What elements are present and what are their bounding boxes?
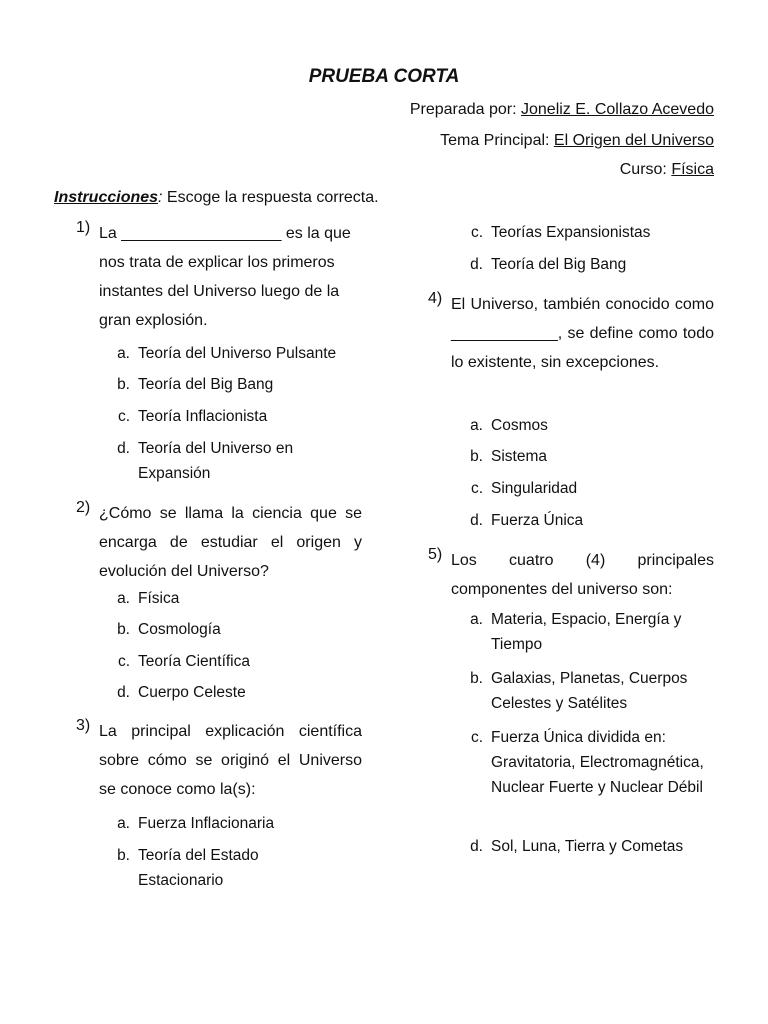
- question-5: [428, 546, 714, 604]
- option-letter: a.: [117, 815, 130, 832]
- option-text: Cosmología: [138, 621, 221, 638]
- option-text: Teorías Expansionistas: [491, 224, 651, 241]
- prepared-by-label: Preparada por:: [409, 101, 521, 118]
- option-letter: d.: [117, 684, 130, 701]
- instructions: [54, 189, 379, 207]
- course-line: [620, 161, 714, 179]
- question-3-option-a[interactable]: [108, 811, 368, 836]
- option-text: Teoría del Universo en Expansión: [138, 440, 294, 482]
- course-value: Física: [671, 161, 714, 178]
- option-text: Cuerpo Celeste: [138, 684, 246, 701]
- question-1: [76, 219, 362, 335]
- question-4-option-b[interactable]: [461, 444, 721, 469]
- question-4: [428, 290, 714, 377]
- question-4-option-c[interactable]: [461, 476, 721, 501]
- question-number: 3): [76, 717, 91, 734]
- question-stem: ¿Cómo se llama la ciencia que se encarga de estudiar el origen y evolución del Universo?: [99, 505, 362, 580]
- option-letter: a.: [117, 345, 130, 362]
- question-1-option-c[interactable]: [108, 404, 368, 429]
- instructions-text: Escoge la respuesta correcta.: [162, 189, 379, 206]
- question-5-option-b[interactable]: [461, 666, 711, 716]
- option-letter: d.: [470, 256, 483, 273]
- option-text: Fuerza Única: [491, 512, 584, 529]
- question-1-option-b[interactable]: [108, 372, 368, 397]
- prepared-by-value: Joneliz E. Collazo Acevedo: [521, 101, 714, 118]
- topic-line: [440, 132, 714, 150]
- option-letter: a.: [470, 611, 483, 628]
- question-stem: Los cuatro (4) principales componentes del universo son:: [451, 552, 714, 598]
- question-number: 4): [428, 290, 443, 307]
- option-text: Teoría del Big Bang: [491, 256, 627, 273]
- question-1-option-d[interactable]: [108, 436, 328, 486]
- question-4-option-a[interactable]: [461, 413, 721, 438]
- option-text: Galaxias, Planetas, Cuerpos Celestes y Satélites: [491, 670, 688, 712]
- option-letter: b.: [470, 670, 483, 687]
- option-text: Materia, Espacio, Energía y Tiempo: [491, 611, 682, 653]
- question-stem: La __________________ es la que nos trata de explicar los primeros instantes del Universo luego de la gran explosión.: [99, 225, 351, 329]
- question-3-option-d[interactable]: [461, 252, 721, 277]
- question-2-option-d[interactable]: [108, 680, 368, 705]
- option-text: Teoría del Universo Pulsante: [138, 345, 337, 362]
- topic-label: Tema Principal:: [440, 132, 554, 149]
- question-3-option-c[interactable]: [461, 220, 721, 245]
- question-3: [76, 717, 362, 804]
- option-text: Fuerza Única dividida en: Gravitatoria, Electromagnética, Nuclear Fuerte y Nuclear Débil: [491, 729, 704, 796]
- question-2-option-a[interactable]: [108, 586, 368, 611]
- option-letter: d.: [117, 440, 130, 457]
- question-5-option-a[interactable]: [461, 607, 711, 657]
- question-3-option-b[interactable]: [108, 843, 308, 893]
- option-letter: b.: [117, 376, 130, 393]
- question-5-option-d[interactable]: [461, 834, 721, 859]
- option-text: Teoría del Big Bang: [138, 376, 274, 393]
- question-stem: El Universo, también conocido como ____________, se define como todo lo existente, sin excepciones.: [451, 296, 714, 371]
- question-number: 5): [428, 546, 443, 563]
- option-text: Cosmos: [491, 417, 548, 434]
- option-letter: b.: [470, 448, 483, 465]
- option-text: Sol, Luna, Tierra y Cometas: [491, 838, 684, 855]
- question-2-option-b[interactable]: [108, 617, 368, 642]
- question-2-option-c[interactable]: [108, 649, 368, 674]
- option-text: Fuerza Inflacionaria: [138, 815, 275, 832]
- question-stem: La principal explicación científica sobre cómo se originó el Universo se conoce como la(s):: [99, 723, 362, 798]
- option-text: Teoría Científica: [138, 653, 250, 670]
- option-letter: d.: [470, 838, 483, 855]
- instructions-label: Instrucciones: [54, 189, 159, 206]
- course-label: Curso:: [619, 161, 672, 178]
- option-text: Teoría del Estado Estacionario: [138, 847, 259, 889]
- instructions-colon: :: [158, 189, 163, 206]
- option-letter: a.: [470, 417, 483, 434]
- option-text: Teoría Inflacionista: [138, 408, 268, 425]
- option-text: Sistema: [491, 448, 547, 465]
- option-text: Singularidad: [491, 480, 578, 497]
- option-letter: c.: [117, 653, 130, 670]
- question-5-option-c[interactable]: [461, 725, 711, 800]
- topic-value: El Origen del Universo: [553, 132, 714, 149]
- option-letter: c.: [470, 729, 483, 746]
- option-text: Física: [138, 590, 180, 607]
- option-letter: c.: [117, 408, 130, 425]
- option-letter: c.: [470, 480, 483, 497]
- page-title: PRUEBA CORTA: [308, 66, 460, 87]
- question-1-option-a[interactable]: [108, 341, 368, 366]
- option-letter: b.: [117, 621, 130, 638]
- question-number: 1): [76, 219, 91, 236]
- question-2: [76, 499, 362, 586]
- question-4-option-d[interactable]: [461, 508, 721, 533]
- option-letter: d.: [470, 512, 483, 529]
- option-letter: b.: [117, 847, 130, 864]
- question-number: 2): [76, 499, 91, 516]
- option-letter: a.: [117, 590, 130, 607]
- option-letter: c.: [470, 224, 483, 241]
- prepared-by-line: [410, 101, 714, 119]
